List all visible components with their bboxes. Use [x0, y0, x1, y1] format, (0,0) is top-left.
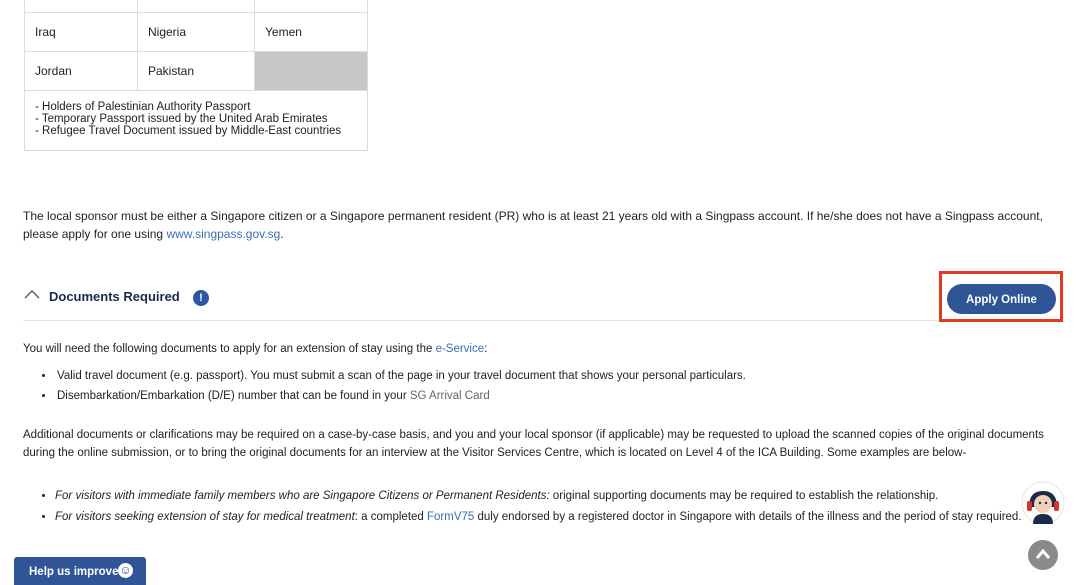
doc-text: Disembarkation/Embarkation (D/E) number that can be found in your — [57, 390, 410, 402]
table-row — [25, 0, 368, 13]
section-title: Documents Required — [49, 289, 180, 304]
sponsor-end: . — [280, 227, 284, 241]
example-lead: For visitors seeking extension of stay for medical treatment — [55, 511, 355, 523]
table-cell: Jordan — [25, 52, 138, 91]
chevron-up-icon[interactable] — [24, 289, 40, 299]
list-item — [55, 386, 1065, 406]
note-line: - Temporary Passport issued by the United Arab Emirates — [35, 113, 328, 125]
table-cell: Iraq — [25, 13, 138, 52]
back-to-top-button[interactable] — [1028, 540, 1058, 570]
info-icon[interactable]: ! — [193, 290, 209, 306]
chatbot-icon[interactable] — [1021, 481, 1065, 525]
table-row-notes — [25, 91, 368, 151]
help-us-improve-button[interactable] — [14, 557, 146, 585]
additional-paragraph: Additional documents or clarifications may be required on a case-by-case basis, and you and your local sponsor (if applicable) may be requested to upload the scanned copies of the original documents during the online submission, or to bring the original documents for an interview at the Visitor Services Centre, which is located on Level 4 of the ICA Building. Some examples are below- — [23, 429, 1044, 459]
note-line: - Holders of Palestinian Authority Passport — [35, 101, 251, 113]
help-label: Help us improve — [29, 566, 119, 578]
sg-arrival-card-link[interactable]: SG Arrival Card — [409, 390, 490, 402]
table-cell: Nigeria — [138, 13, 255, 52]
form-v75-link[interactable]: FormV75 — [427, 511, 475, 523]
example-text: original supporting documents may be required to establish the relationship. — [549, 490, 939, 502]
doc-text: Valid travel document (e.g. passport). You must submit a scan of the page in your travel document that shows your personal particulars. — [57, 370, 746, 382]
singpass-link[interactable]: www.singpass.gov.sg — [166, 227, 281, 241]
examples-list — [23, 487, 1055, 529]
smiley-icon: ☺ — [119, 563, 132, 577]
country-table — [24, 0, 368, 151]
sponsor-paragraph — [23, 207, 1063, 243]
documents-list — [23, 366, 1065, 406]
example-lead: For visitors with immediate family members who are Singapore Citizens or Permanent Residents: — [55, 490, 550, 502]
intro-end: : — [484, 343, 488, 355]
table-cell-empty — [255, 52, 368, 91]
example-end: duly endorsed by a registered doctor in Singapore with details of the illness and the period of stay required. — [474, 511, 1022, 523]
apply-online-button[interactable]: Apply Online — [947, 284, 1056, 314]
table-cell — [25, 0, 138, 13]
example-text: : a completed — [354, 511, 427, 523]
table-cell — [138, 0, 255, 13]
table-row — [25, 52, 368, 91]
list-item — [55, 508, 1055, 526]
table-row — [25, 13, 368, 52]
table-cell: Yemen — [255, 13, 368, 52]
chevron-up-icon — [1036, 549, 1050, 559]
table-notes — [25, 91, 368, 151]
table-cell: Pakistan — [138, 52, 255, 91]
note-line: - Refugee Travel Document issued by Middle-East countries — [35, 125, 342, 137]
sponsor-text: The local sponsor must be either a Singapore citizen or a Singapore permanent resident (PR) who is at least 21 years old with a Singpass account. If he/she does not have a Singpass account, please apply for one using — [23, 209, 1043, 241]
documents-accordion-header[interactable] — [23, 280, 1058, 321]
table-cell — [255, 0, 368, 13]
list-item — [55, 366, 1065, 386]
intro-text: You will need the following documents to apply for an extension of stay using the — [23, 343, 436, 355]
intro-paragraph — [23, 340, 487, 358]
list-item — [55, 487, 1055, 505]
e-service-link[interactable]: e-Service — [435, 343, 485, 355]
